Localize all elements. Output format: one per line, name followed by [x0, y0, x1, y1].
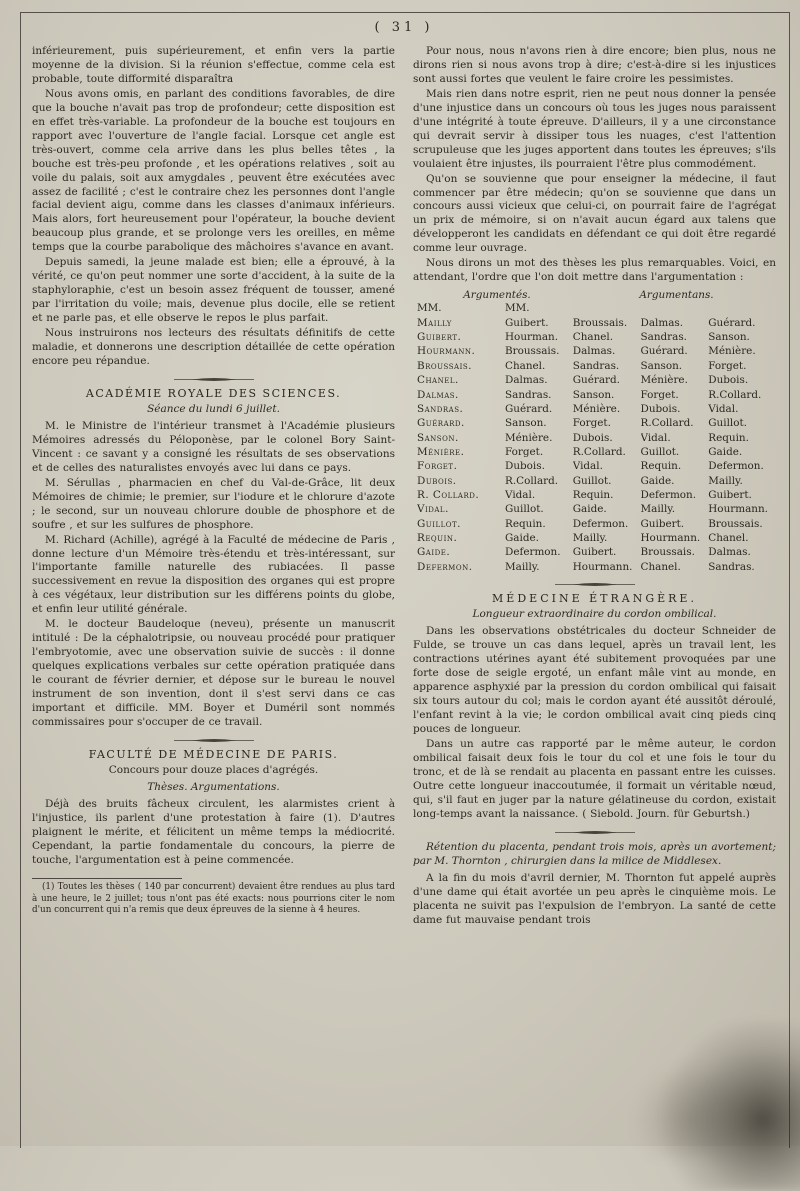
argumentant-name: Chanel.	[640, 560, 681, 573]
argumentant-name: Vidal.	[640, 431, 671, 444]
paragraph: M. Richard (Achille), agrégé à la Faculté de médecine de Paris , donne lecture d'un Mémoire très-étendu et très-intéressant, sur l'importante famille naturelle des rubiacées. Il passe successivement en revue la disposition des organes qui est propre à ces végétaux, leur distribution sur les différens points du globe, et enfin leur utilité générale.	[32, 533, 395, 616]
table-row	[417, 416, 776, 430]
argumentant-name: Requin.	[505, 517, 546, 530]
argumentant-name: Mailly.	[505, 560, 540, 573]
table-row	[417, 388, 776, 402]
table-header-argumentans: Argumentans.	[639, 289, 714, 302]
footnote: (1) Toutes les thèses ( 140 par concurrent) devaient être rendues au plus tard à une heure, le 2 juillet; tous n'ont pas été exacts: nous pourrions citer le nom d'un concurrent qui n'a remis que deux épreuves de la sienne à 4 heures.	[32, 881, 395, 916]
swelled-rule-icon	[172, 737, 256, 744]
argumentant-name: Forget.	[572, 417, 611, 430]
argumentant-name: Sandras.	[708, 560, 755, 573]
argumentant-name: Sanson.	[708, 331, 750, 344]
argumentant-name: Forget.	[708, 359, 747, 372]
argumente-name: Dalmas.	[417, 388, 459, 401]
page-number: ( 31 )	[374, 20, 434, 35]
table-row	[417, 545, 776, 559]
table-row	[417, 373, 776, 387]
divider-ornament	[413, 581, 776, 588]
paragraph: Nous instruirons nos lecteurs des résultats définitifs de cette maladie, et donnerons une description détaillée de cette opération encore peu répandue.	[32, 327, 395, 367]
argumentant-name: Ménière.	[640, 374, 688, 387]
section-title-medecine-etrangere: MÉDECINE ÉTRANGÈRE.	[492, 592, 697, 606]
argumentant-name: Dalmas.	[708, 546, 751, 559]
argumentant-name: Defermon.	[505, 546, 561, 559]
mm-label: MM.	[505, 302, 530, 315]
right-column	[413, 45, 776, 929]
argumente-name: Ménière.	[417, 445, 465, 458]
argumente-name: Vidal.	[417, 503, 449, 516]
argumentant-name: Guérard.	[572, 374, 620, 387]
argumentant-name: Broussais.	[505, 345, 560, 358]
divider-ornament	[32, 376, 395, 383]
section-title-faculte: FACULTÉ DE MÉDECINE DE PARIS.	[88, 747, 339, 761]
argumentant-name: Ménière.	[708, 345, 756, 358]
argumentant-name: Dubois.	[708, 374, 749, 387]
argumentant-name: Dalmas.	[640, 316, 684, 329]
table-header-row	[417, 289, 776, 301]
paragraph: M. Sérullas , pharmacien en chef du Val-de-Grâce, lit deux Mémoires de chimie; le premier, sur l'iodure et le chlorure d'azote ; le second, sur un nouveau chlorure double de phosphore et de soufre , et sur les sulfures de phosphore.	[32, 476, 395, 531]
argumentant-name: Gaide.	[708, 445, 743, 458]
argumentant-name: Guérard.	[708, 316, 756, 329]
argumentant-name: Dalmas.	[572, 345, 616, 358]
argumentant-name: Vidal.	[572, 460, 603, 473]
argumentant-name: Broussais.	[572, 316, 628, 329]
argumente-name: Guibert.	[417, 331, 462, 344]
paragraph: Déjà des bruits fâcheux circulent, les alarmistes crient à l'injustice, ils parlent d'une protestation à faire (1). D'autres plaignent le mérite, et félicitent un même temps la médiocrité. Cependant, la partie fondamentale du concours, la pierre de touche, l'argumentation est à peine commencée.	[32, 797, 395, 866]
argumente-name: Guillot.	[417, 517, 461, 530]
argumentant-name: Guillot.	[640, 445, 680, 458]
section-subtitle-seance: Séance du lundi 6 juillet.	[147, 402, 280, 415]
argumentant-name: Guérard.	[505, 402, 553, 415]
argumente-name: Broussais.	[417, 359, 472, 372]
table-row	[417, 517, 776, 531]
argumentant-name: Sandras.	[572, 359, 620, 372]
paragraph: Nous dirons un mot des thèses les plus remarquables. Voici, en attendant, l'ordre que l'on doit mettre dans l'argumentation :	[413, 257, 776, 284]
paragraph: Dans les observations obstétricales du docteur Schneider de Fulde, se trouve un cas dans lequel, après un travail lent, les contractions utérines ayant été subitement provoquées par une forte dose de seigle ergoté, un enfant mâle vint au monde, en apparence asphyxié par la pression du cordon ombilical qui faisait six tours autour du col; mais le cordon ayant été aussitôt déroulé, l'enfant revint à la vie; le cordon ombilical avait cinq pieds cinq pouces de longueur.	[413, 625, 776, 735]
argumentant-name: Defermon.	[640, 489, 697, 502]
paragraph: Depuis samedi, la jeune malade est bien; elle a éprouvé, à la vérité, ce qu'on peut nommer une sorte d'accident, à la suite de la staphyloraphie, c'est un besoin assez fréquent de tousser, amené par l'irritation du voile; mais, devenue plus docile, elle se retient et ne parle pas, et elle observe le repos le plus parfait.	[32, 256, 395, 325]
argumentant-name: Guillot.	[505, 503, 544, 516]
argumentant-name: Vidal.	[708, 402, 739, 415]
faculte-line1: Concours pour douze places d'agrégés.	[108, 763, 319, 776]
argumentant-name: Broussais.	[640, 546, 695, 559]
paragraph: Pour nous, nous n'avons rien à dire encore; bien plus, nous ne dirons rien si nous avons trop à dire; c'est-à-dire si les injustices sont aussi fortes que veulent le faire croire les pessimistes.	[413, 45, 776, 85]
argumentant-name: Requin.	[640, 460, 682, 473]
swelled-rule-icon	[553, 829, 637, 836]
argumentant-name: Guillot.	[708, 417, 747, 430]
argumentant-name: Guillot.	[572, 474, 612, 487]
argument-table-body	[417, 316, 776, 574]
divider-ornament	[413, 829, 776, 836]
paragraph: Dans un autre cas rapporté par le même auteur, le cordon ombilical faisait deux fois le tour du col et une fois le tour du tronc, et de là se rendait au placenta en passant entre les cuisses. Outre cette longueur inaccoutumée, il formait un véritable nœud, qui, s'il faut en juger par la nature gélatineuse du cordon, existait long-temps avant la naissance. ( Siebold. Journ. für Geburtsh.)	[413, 737, 776, 820]
argumente-name: Hourmann.	[417, 345, 476, 358]
table-row	[417, 359, 776, 373]
argumentant-name: Mailly.	[708, 474, 743, 487]
ink-smudge	[620, 1066, 760, 1156]
swelled-rule-icon	[172, 376, 256, 383]
argumente-name: Sanson.	[417, 431, 459, 444]
argumente-name: Chanel.	[417, 374, 459, 387]
argumentant-name: Guibert.	[505, 316, 549, 329]
table-row	[417, 560, 776, 574]
argumentant-name: Chanel.	[505, 359, 546, 372]
argumente-name: R. Collard.	[417, 489, 480, 502]
divider-ornament	[32, 737, 395, 744]
paragraph: inférieurement, puis supérieurement, et enfin vers la partie moyenne de la division. Si la réunion s'effectue, comme cela est probable, toute difformité disparaîtra	[32, 45, 395, 85]
paragraph: M. le docteur Baudeloque (neveu), présente un manuscrit intitulé : De la céphalotripsie, ou nouveau procédé pour pratiquer l'embryotomie, avec une observation suivie de succès : il donne quelques explications verbales sur cette opération pratiquée dans le courant de février dernier, et dépose sur le bureau le nouvel instrument de son invention, dont il s'est servi dans ce cas important et difficile. MM. Boyer et Duméril sont nommés commissaires pour s'occuper de ce travail.	[32, 618, 395, 728]
section-subtitle-cordon: Longueur extraordinaire du cordon ombilical.	[472, 608, 717, 621]
table-row	[417, 344, 776, 358]
argumente-name: Requin.	[417, 532, 458, 545]
argumentant-name: Guérard.	[640, 345, 688, 358]
table-row	[417, 531, 776, 545]
argumentant-name: Dubois.	[572, 431, 613, 444]
argumente-name: Forget.	[417, 460, 458, 473]
argumentant-name: R.Collard.	[572, 445, 626, 458]
argumentant-name: Dubois.	[505, 460, 545, 473]
swelled-rule-icon	[553, 581, 637, 588]
argumentant-name: Guibert.	[572, 546, 617, 559]
argumentant-name: Broussais.	[708, 517, 763, 530]
argumentant-name: R.Collard.	[708, 388, 762, 401]
argumentant-name: Mailly.	[572, 532, 608, 545]
mm-label: MM.	[417, 302, 442, 315]
argumentant-name: Gaide.	[640, 474, 675, 487]
argumentant-name: Defermon.	[572, 517, 629, 530]
paragraph: M. le Ministre de l'intérieur transmet à l'Académie plusieurs Mémoires adressés du Péloponèse, par le colonel Bory Saint-Vincent : ce savant y a consigné les résultats de ses observations et de celles des naturalistes envoyés avec lui dans ce pays.	[32, 419, 395, 474]
argumente-name: Dubois.	[417, 474, 457, 487]
argumentant-name: Guibert.	[640, 517, 685, 530]
table-row	[417, 316, 776, 330]
argumentant-name: Vidal.	[505, 489, 536, 502]
argument-table	[417, 289, 776, 574]
argumente-name: Mailly	[417, 316, 452, 329]
argumente-name: Gaide.	[417, 546, 451, 559]
argumentant-name: Forget.	[505, 445, 544, 458]
argumentant-name: Ménière.	[572, 402, 621, 415]
argumentant-name: Sanson.	[640, 359, 683, 372]
left-column	[32, 45, 395, 917]
article-heading-retention: Rétention du placenta, pendant trois mois, après un avortement; par M. Thornton , chirurgien dans la milice de Middlesex.	[413, 840, 776, 867]
argumente-name: Guérard.	[417, 417, 465, 430]
argumentant-name: Hourman.	[505, 331, 559, 344]
ink-stain	[645, 1021, 800, 1191]
table-mm-row	[417, 302, 776, 316]
argumentant-name: Hourmann.	[640, 532, 701, 545]
argumentant-name: Forget.	[640, 388, 679, 401]
argumentant-name: Requin.	[708, 431, 749, 444]
argumentant-name: R.Collard.	[505, 474, 559, 487]
table-row	[417, 459, 776, 473]
table-row	[417, 431, 776, 445]
table-row	[417, 488, 776, 502]
table-header-argumentes: Argumentés.	[463, 289, 531, 302]
argumentant-name: Gaide.	[505, 532, 539, 545]
argumente-name: Defermon.	[417, 560, 473, 573]
footnote-rule	[32, 878, 182, 879]
argumentant-name: Requin.	[572, 489, 614, 502]
argumentant-name: Defermon.	[708, 460, 764, 473]
argumentant-name: Sandras.	[505, 388, 552, 401]
argumentant-name: Hourmann.	[708, 503, 768, 516]
argumentant-name: R.Collard.	[640, 417, 694, 430]
section-title-academie: ACADÉMIE ROYALE DES SCIENCES.	[85, 386, 342, 400]
argumentant-name: Hourmann.	[572, 560, 633, 573]
argumentant-name: Chanel.	[708, 532, 749, 545]
table-row	[417, 330, 776, 344]
paragraph: Qu'on se souvienne que pour enseigner la médecine, il faut commencer par être médecin; qu'on se souvienne que dans un concours aussi vicieux que celui-ci, on pourrait faire de l'agrégat un prix de mémoire, si on n'avait aucun égard aux talens que développeront les candidats en défendant ce qui doit être regardé comme leur ouvrage.	[413, 172, 776, 255]
table-row	[417, 474, 776, 488]
table-row	[417, 502, 776, 516]
table-row	[417, 402, 776, 416]
argumentant-name: Mailly.	[640, 503, 676, 516]
argumentant-name: Gaide.	[572, 503, 607, 516]
paragraph: Mais rien dans notre esprit, rien ne peut nous donner la pensée d'une injustice dans un concours où tous les juges nous paraissent d'une intégrité à toute épreuve. D'ailleurs, il y a une circonstance qui devrait servir à dissiper tous les nuages, c'est l'attention scrupuleuse que les juges apportent dans toutes les épreuves; s'ils voulaient être injustes, ils pourraient l'être plus commodément.	[413, 87, 776, 170]
table-row	[417, 445, 776, 459]
argumentant-name: Sanson.	[572, 388, 615, 401]
argumentant-name: Sanson.	[505, 417, 547, 430]
paragraph: A la fin du mois d'avril dernier, M. Thornton fut appelé auprès d'une dame qui était avortée un peu après le cinquième mois. Le placenta ne suivit pas l'expulsion de l'embryon. La santé de cette dame fut mauvaise pendant trois	[413, 871, 776, 926]
argumentant-name: Ménière.	[505, 431, 553, 444]
paragraph: Nous avons omis, en parlant des conditions favorables, de dire que la bouche n'avait pas trop de profondeur; cette disposition est en effet très-variable. La profondeur de la bouche est toujours en rapport avec l'ouverture de l'angle facial. Lorsque cet angle est très-ouvert, comme cela arrive dans les plus belles têtes , la bouche est très-peu profonde , et les opérations relatives , soit au voile du palais, soit aux amygdales , peuvent être exécutées avec assez de facilité ; c'est le contraire chez les personnes dont l'angle facial devient aigu, comme dans les classes d'animaux inférieurs. Mais alors, fort heureusement pour l'opérateur, la bouche devient beaucoup plus grande, et se prolonge vers les oreilles, en même temps que la courbe parabolique des mâchoires s'avance en avant.	[32, 87, 395, 254]
argumentant-name: Dubois.	[640, 402, 681, 415]
argumente-name: Sandras.	[417, 402, 464, 415]
argumentant-name: Dalmas.	[505, 374, 548, 387]
faculte-line2: Thèses. Argumentations.	[147, 780, 280, 793]
argumentant-name: Guibert.	[708, 489, 752, 502]
columns	[32, 45, 776, 929]
page-content	[32, 18, 776, 929]
argumentant-name: Chanel.	[572, 331, 614, 344]
argumentant-name: Sandras.	[640, 331, 687, 344]
